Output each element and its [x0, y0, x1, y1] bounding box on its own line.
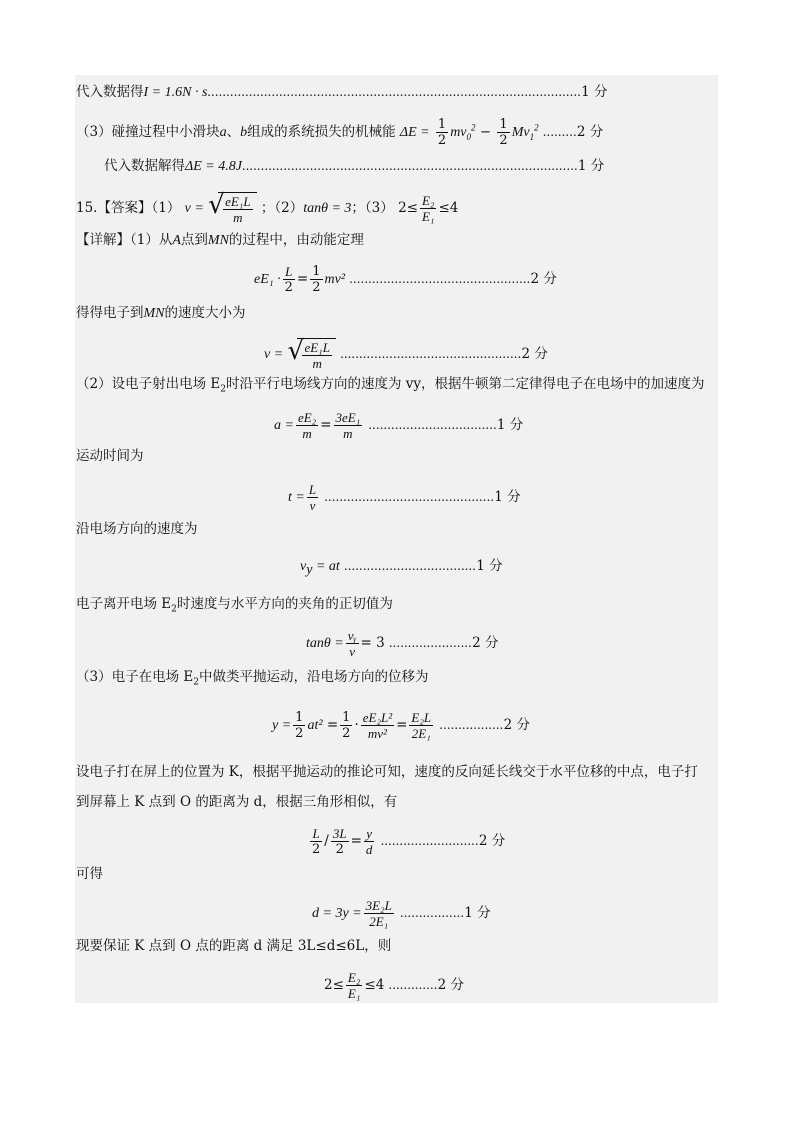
frac-half-a: $\frac{1}{2}$ [437, 117, 447, 148]
line-2: （3）碰撞过程中小滑块a、b组成的系统损失的机械能 ΔE = $\frac{1}{2}$ $mv_0^2$ − $\frac{1}{2}$ $Mv_1^2$ .........2 分 [76, 117, 604, 148]
line-19: 设电子打在屏上的位置为 K，根据平抛运动的推论可知，速度的反向延长线交于水平位移的中点，电子打 [76, 764, 698, 780]
line-similar-triangles: $\frac{L}{2}$ / $\frac{3L}{2}$ = $\frac{y}{d}$ ..........................2 分 [312, 826, 506, 857]
line-final-ineq: 2≤ $\frac{\text{E₂}}{\text{E₁}}$ ≤4 .............2 分 [324, 970, 465, 1001]
line-velocity-eq: v = √ $\frac{\text{eE₁L}}{m}$ ................................................2 分 [264, 336, 548, 371]
line-tan-eq: tanθ = $\frac{\text{vᵧ}}{v}$ = 3 ......................2 分 [306, 628, 499, 659]
line-22: 可得 [76, 866, 103, 882]
line-accel-eq: a = $\frac{\text{eE₂}}{m}$ = $\frac{\text{3eE₁}}{m}$ ..................................1 分 [274, 410, 524, 441]
line-13: 沿电场方向的速度为 [76, 521, 198, 537]
line-1: 代入数据得I = 1.6N · s...................................................................................................1 分 [76, 84, 608, 100]
line-9: （2）设电子射出电场 $E_2$时沿平行电场线方向的速度为 vy，根据牛顿第二定律得电子在电场中的加速度为 [76, 376, 705, 395]
line-20: 到屏幕上 K 点到 O 的距离为 d，根据三角形相似，有 [76, 794, 398, 810]
frac-half-b: $\frac{1}{2}$ [499, 117, 508, 148]
line-24: 现要保证 K 点到 O 点的距离 d 满足 3L≤d≤6L，则 [76, 938, 392, 954]
line-11: 运动时间为 [76, 448, 144, 464]
line-vy-eq: $v_y$ = at ...................................1 分 [300, 558, 503, 578]
line-15: 电子离开电场 $E_2$时速度与水平方向的夹角的正切值为 [76, 596, 393, 615]
line-answer: 15.【答案】（1） v = √ $\frac{\text{eE₁L}}{m}$ ；（2）tanθ = 3；（3） 2≤ $\frac{\text{E₂}}{\text{E₁}}$ ≤4 [76, 190, 459, 225]
line-detail: 【详解】（1）从A点到MN的过程中，由动能定理 [76, 232, 364, 248]
line-d-eq: d = 3y = $\frac{\text{3E₂L}}{\text{2E₁}}$ .................1 分 [312, 898, 491, 929]
line-displacement-eq: y = $\frac{1}{2}$ at² = $\frac{1}{2}$ · $\frac{\text{eE₂L²}}{\text{mv²}}$ = $\frac{\text{E₂L}}{\text{2E₁}}$ .................2 分 [272, 710, 530, 741]
line-time-eq: t = $\frac{L}{v}$ .............................................1 分 [288, 482, 521, 513]
line-3: 代入数据解得ΔE = 4.8J.........................................................................................1 分 [104, 158, 605, 174]
line-7: 得得电子到MN的速度大小为 [76, 305, 246, 321]
line-17: （3）电子在电场 $E_2$中做类平抛运动，沿电场方向的位移为 [76, 669, 429, 688]
line-energy-eq: eE₁ · $\frac{L}{2}$ = $\frac{1}{2}$ mv² ................................................2 分 [254, 264, 557, 295]
sqrt-expr: √ $\frac{\text{eE₁L}}{m}$ [208, 192, 256, 225]
